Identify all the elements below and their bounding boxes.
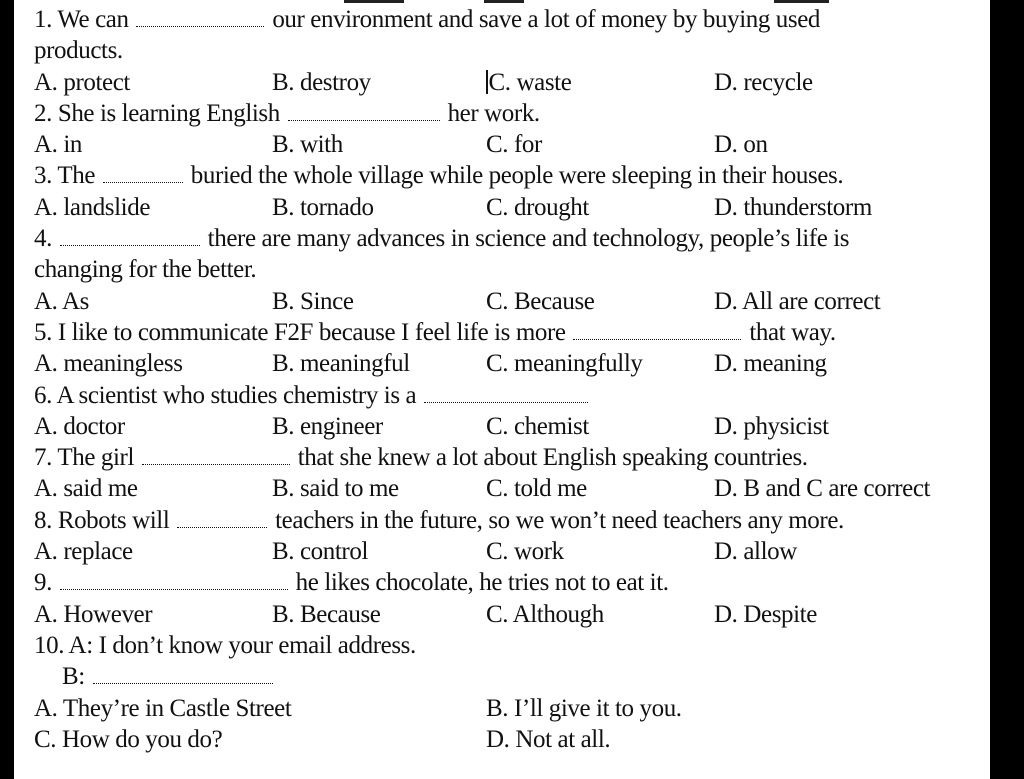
question-5 — [34, 317, 984, 348]
option-d[interactable]: D. All are correct — [714, 287, 881, 315]
option-b[interactable]: B. Since — [272, 287, 354, 315]
option-c[interactable]: C. How do you do? — [34, 725, 223, 753]
question-4 — [34, 223, 984, 254]
option-d[interactable]: D. Despite — [714, 600, 817, 628]
text-cursor — [486, 70, 488, 94]
question-10 — [34, 630, 984, 661]
option-c[interactable]: C. Although — [486, 600, 604, 628]
question-number: 5. — [34, 318, 52, 346]
question-number: 9. — [34, 569, 52, 597]
question-1 — [34, 4, 984, 35]
question-number: 7. — [34, 444, 52, 472]
question-number: 1. — [34, 6, 52, 33]
question-text: that way. — [749, 318, 836, 346]
option-c[interactable]: C. chemist — [486, 412, 589, 440]
options-2 — [34, 129, 984, 160]
option-c[interactable]: C. told me — [486, 475, 587, 503]
option-d[interactable]: D. physicist — [714, 412, 829, 440]
option-b[interactable]: B. tornado — [272, 193, 374, 221]
question-9 — [34, 567, 984, 598]
option-a[interactable]: A. As — [34, 287, 89, 315]
option-d[interactable]: D. thunderstorm — [714, 193, 872, 221]
question-text: there are many advances in science and technology, people’s life is — [207, 225, 850, 253]
options-1 — [34, 67, 984, 98]
question-8 — [34, 505, 984, 536]
options-7 — [34, 473, 984, 504]
question-text: The girl — [57, 444, 134, 472]
options-5 — [34, 348, 984, 379]
answer-blank[interactable] — [60, 571, 288, 590]
answer-blank[interactable] — [142, 446, 290, 465]
option-c[interactable] — [486, 67, 571, 98]
option-b[interactable]: B. Because — [272, 600, 381, 628]
question-text: A: I don’t know your email address. — [68, 631, 416, 659]
option-b[interactable]: B. with — [272, 131, 343, 159]
question-number: 6. — [34, 381, 52, 409]
cropped-glyph — [344, 0, 404, 3]
question-text: A scientist who studies chemistry is a — [56, 381, 417, 409]
option-c[interactable]: C. Because — [486, 287, 595, 315]
question-text: Robots will — [57, 506, 170, 534]
worksheet-page — [14, 0, 990, 779]
question-number: 2. — [34, 99, 52, 127]
answer-blank[interactable] — [60, 227, 200, 246]
question-text: teachers in the future, so we won’t need teachers any more. — [275, 506, 844, 534]
answer-blank[interactable] — [136, 8, 264, 27]
options-6 — [34, 411, 984, 442]
answer-blank[interactable] — [424, 384, 588, 403]
question-number: 8. — [34, 506, 52, 534]
option-d[interactable]: D. Not at all. — [486, 725, 611, 753]
options-10-row-2 — [34, 724, 984, 755]
option-a[interactable]: A. said me — [34, 475, 138, 503]
question-list — [34, 4, 984, 755]
options-10-row-1 — [34, 693, 984, 724]
question-3 — [34, 160, 984, 191]
option-d[interactable]: D. recycle — [714, 68, 813, 96]
option-b[interactable]: B. said to me — [272, 475, 399, 503]
option-a[interactable]: A. in — [34, 131, 83, 159]
options-9 — [34, 599, 984, 630]
options-4 — [34, 286, 984, 317]
option-a[interactable]: A. landslide — [34, 193, 151, 221]
reply-speaker: B: — [62, 663, 85, 691]
option-b[interactable]: B. destroy — [272, 68, 371, 96]
question-number: 4. — [34, 225, 52, 253]
answer-blank[interactable] — [573, 321, 741, 340]
question-10-reply — [34, 661, 984, 692]
question-7 — [34, 442, 984, 473]
option-d[interactable]: D. meaning — [714, 350, 827, 378]
option-c[interactable]: C. meaningfully — [486, 350, 643, 378]
answer-blank[interactable] — [177, 509, 267, 528]
question-text: buried the whole village while people were sleeping in their houses. — [190, 162, 844, 190]
question-4-continued — [34, 254, 984, 285]
question-text: changing for the better. — [34, 256, 257, 284]
question-text: her work. — [447, 99, 540, 127]
option-c[interactable]: C. drought — [486, 193, 589, 221]
option-a[interactable]: A. meaningless — [34, 350, 183, 378]
question-1-continued — [34, 35, 984, 66]
question-text: The — [57, 162, 96, 190]
cropped-glyph — [484, 0, 524, 3]
option-a[interactable]: A. They’re in Castle Street — [34, 694, 292, 722]
option-a[interactable]: A. protect — [34, 68, 130, 96]
options-8 — [34, 536, 984, 567]
option-a[interactable]: A. doctor — [34, 412, 125, 440]
option-d[interactable]: D. B and C are correct — [714, 475, 931, 503]
option-c-label: C. waste — [488, 68, 572, 96]
question-number: 10. — [34, 631, 65, 659]
option-b[interactable]: B. I’ll give it to you. — [486, 694, 682, 722]
option-d[interactable]: D. on — [714, 131, 768, 159]
answer-blank[interactable] — [93, 665, 273, 684]
cropped-glyph — [774, 0, 829, 3]
question-text: She is learning English — [57, 99, 280, 127]
option-c[interactable]: C. for — [486, 131, 542, 159]
question-number: 3. — [34, 162, 52, 190]
question-text: that she knew a lot about English speaking countries. — [297, 444, 808, 472]
option-d[interactable]: D. allow — [714, 538, 797, 566]
options-3 — [34, 192, 984, 223]
option-b[interactable]: B. control — [272, 538, 368, 566]
option-b[interactable]: B. meaningful — [272, 350, 410, 378]
question-6 — [34, 380, 984, 411]
question-text: products. — [34, 37, 123, 65]
question-text: I like to communicate F2F because I feel life is more — [57, 318, 566, 346]
option-a[interactable]: A. However — [34, 600, 153, 628]
option-b[interactable]: B. engineer — [272, 412, 383, 440]
answer-blank[interactable] — [288, 102, 440, 121]
question-text: he likes chocolate, he tries not to eat it. — [295, 569, 669, 597]
answer-blank[interactable] — [103, 164, 183, 183]
question-text: We can — [57, 6, 129, 33]
question-text: our environment and save a lot of money by buying used — [272, 6, 821, 33]
option-a[interactable]: A. replace — [34, 538, 133, 566]
question-2 — [34, 98, 984, 129]
option-c[interactable]: C. work — [486, 538, 564, 566]
